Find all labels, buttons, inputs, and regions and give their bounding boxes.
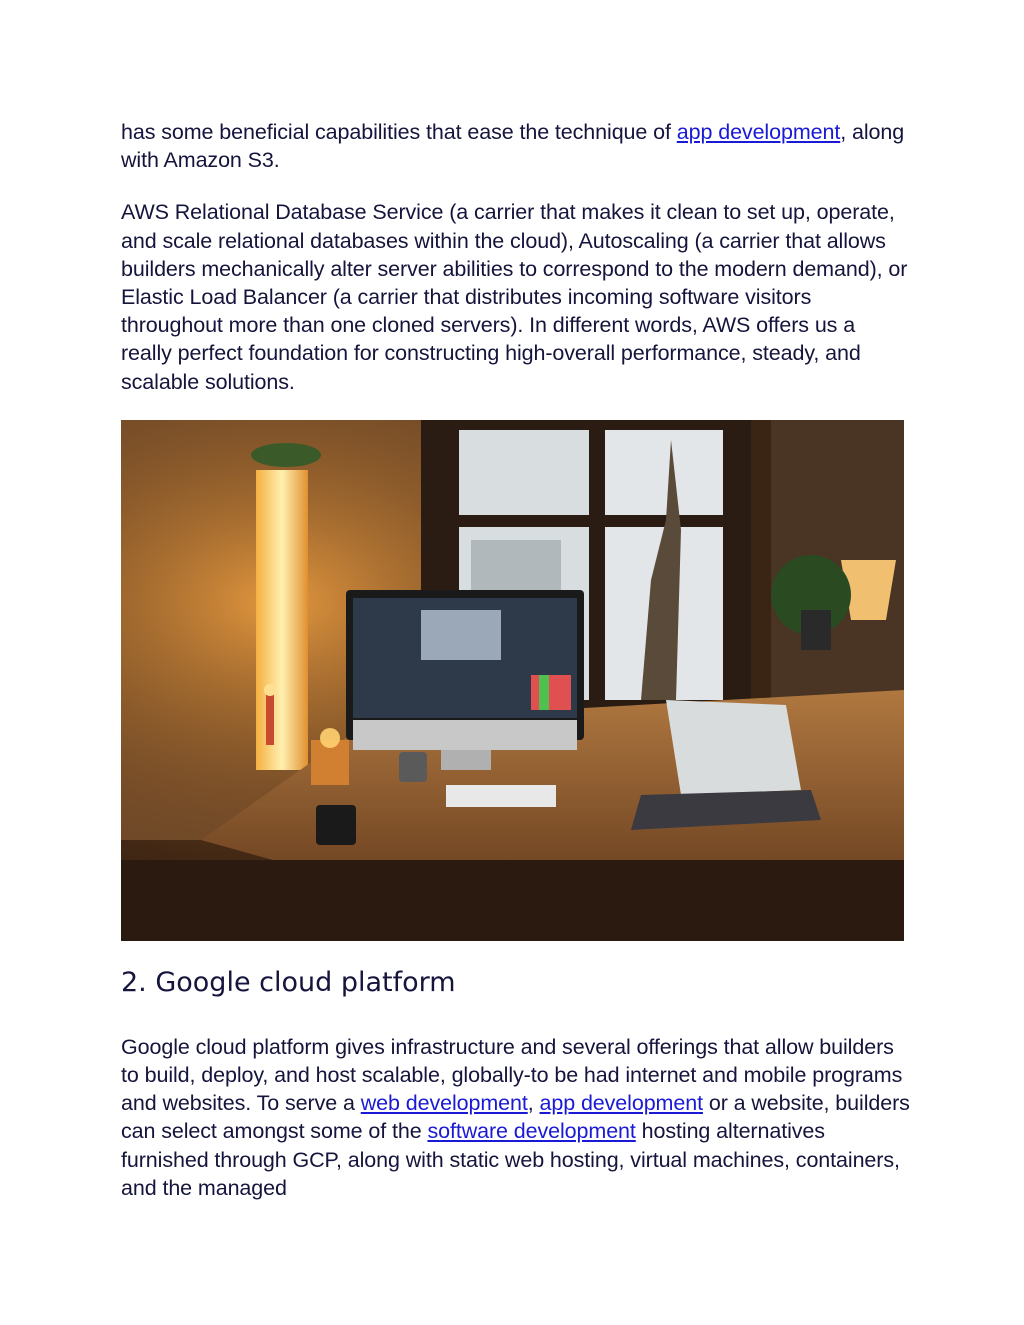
paragraph-text: Google cloud platform gives infrastructure and several offerings that allow builders to build, deploy, and host scalable, globally-to be had internet and mobile programs and websites. To serve a xyxy=(121,1034,903,1116)
paragraph-gcp xyxy=(121,1033,911,1202)
document-page xyxy=(121,118,911,1202)
link-app-development-2[interactable]: app development xyxy=(539,1091,703,1116)
link-web-development[interactable]: web development xyxy=(360,1091,528,1116)
desk-setup-photo xyxy=(121,420,904,941)
paragraph-text: has some beneficial capabilities that ease the technique of xyxy=(121,120,677,144)
paragraph-text: , xyxy=(527,1091,540,1116)
paragraph-text: hosting alternatives furnished through GCP, along with static web hosting, virtual machines, containers, and the managed xyxy=(121,1119,900,1200)
paragraph-aws-services: AWS Relational Database Service (a carrier that makes it clean to set up, operate, and scale relational databases within the cloud), Autoscaling (a carrier that allows builders mechanically alter server abilities to correspond to the modern demand), or Elastic Load Balancer (a carrier that distributes incoming software visitors throughout more than one cloned servers). In different words, AWS offers us a really perfect foundation for constructing high-overall performance, steady, and scalable solutions. xyxy=(121,200,908,394)
photo-illustration xyxy=(121,420,904,941)
link-app-development[interactable]: app development xyxy=(676,120,841,144)
paragraph-text: , along with Amazon S3. xyxy=(121,120,905,173)
section-heading: 2. Google cloud platform xyxy=(121,966,456,998)
paragraph-intro xyxy=(121,118,911,174)
paragraph-text: or a website, builders can select amongst some of the xyxy=(121,1091,910,1144)
link-software-development[interactable]: software development xyxy=(427,1119,636,1144)
